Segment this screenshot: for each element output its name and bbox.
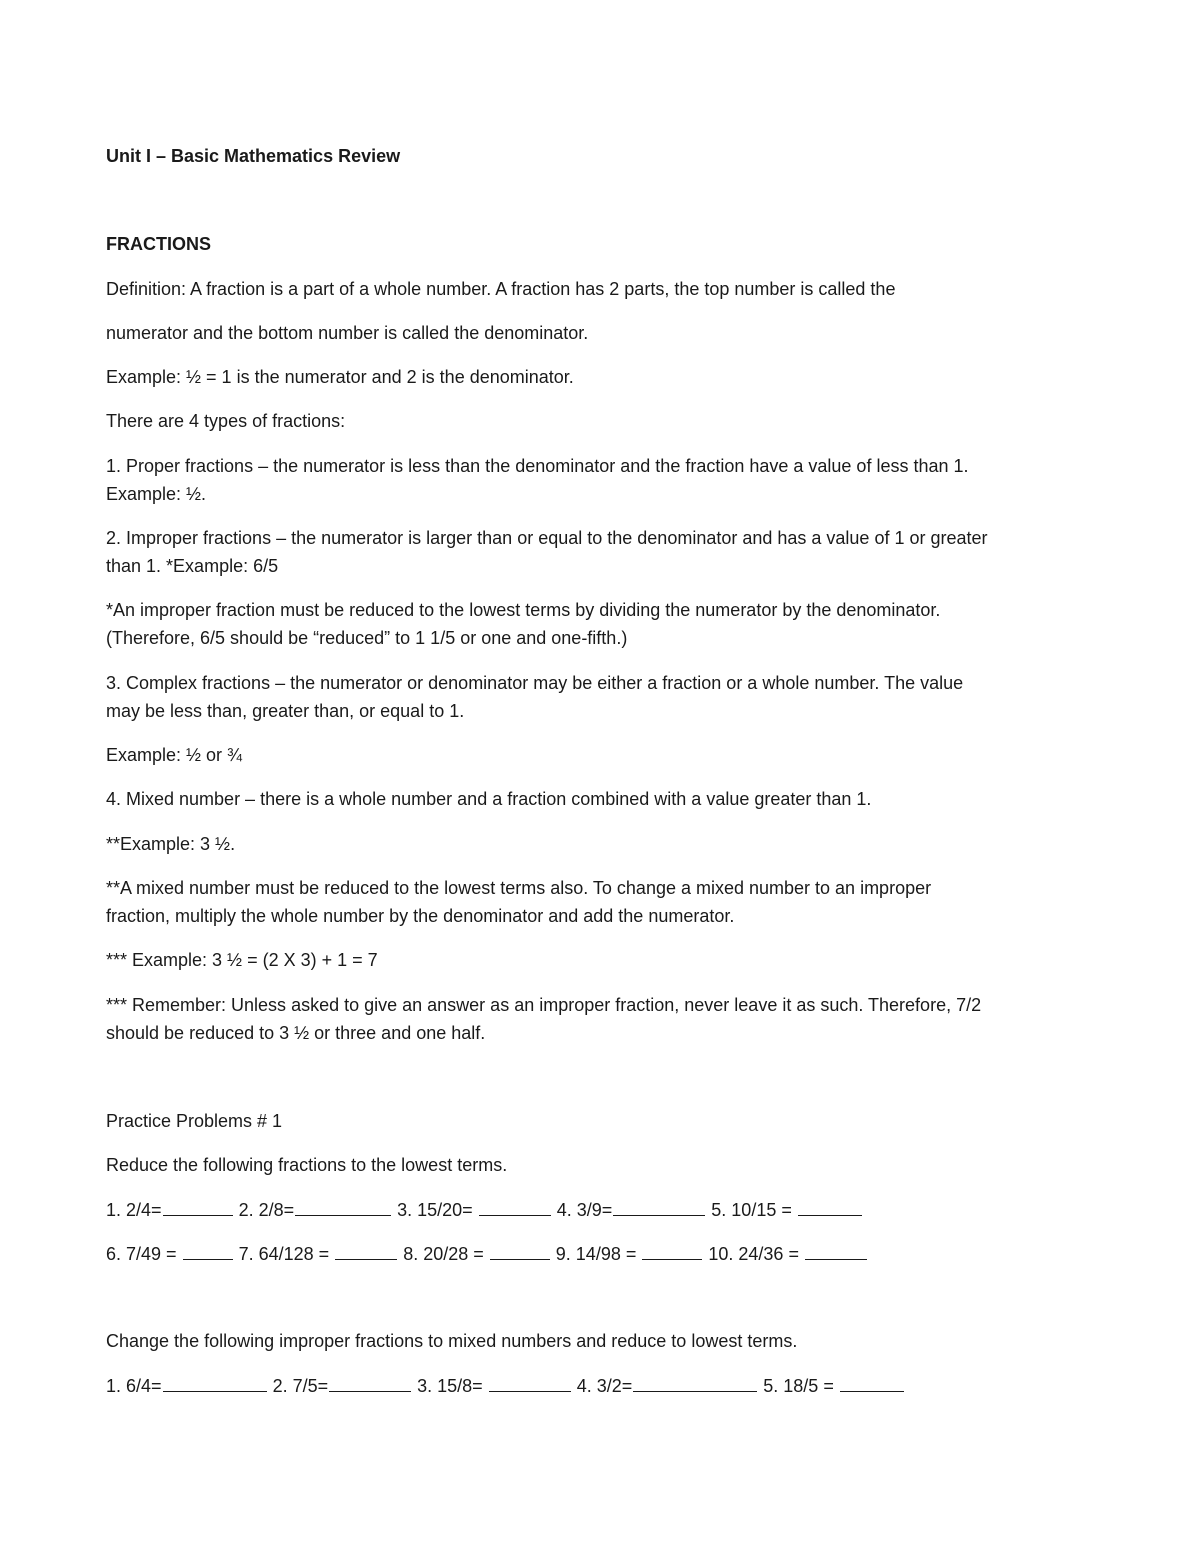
problem-label: 4. 3/9= xyxy=(556,1200,613,1220)
type3-example: Example: ½ or ¾ xyxy=(106,745,243,765)
reduce-instruction: Reduce the following fractions to the lowest terms. xyxy=(106,1155,508,1175)
answer-blank[interactable] xyxy=(479,1199,551,1216)
type3-line-1: 3. Complex fractions – the numerator or denominator may be either a fraction or a whole number. The value xyxy=(106,673,964,693)
type2-line-1: 2. Improper fractions – the numerator is larger than or equal to the denominator and has a value of 1 or greater xyxy=(106,528,988,548)
answer-blank[interactable] xyxy=(489,1375,571,1392)
problem-label: 4. 3/2= xyxy=(576,1376,633,1396)
answer-blank[interactable] xyxy=(490,1243,550,1260)
reduce-problems-row-1 xyxy=(106,1199,863,1221)
mixed-example: *** Example: 3 ½ = (2 X 3) + 1 = 7 xyxy=(106,950,378,970)
type1-line-2: Example: ½. xyxy=(106,484,207,504)
problem-label: 8. 20/28 = xyxy=(403,1244,489,1264)
types-intro: There are 4 types of fractions: xyxy=(106,411,346,431)
answer-blank[interactable] xyxy=(642,1243,702,1260)
reduce-problems-row-2 xyxy=(106,1243,868,1265)
problem-label: 7. 64/128 = xyxy=(238,1244,335,1264)
answer-blank[interactable] xyxy=(840,1375,904,1392)
type4-example: **Example: 3 ½. xyxy=(106,834,236,854)
type4-line: 4. Mixed number – there is a whole number and a fraction combined with a value greater than 1. xyxy=(106,789,872,809)
note2-line-2: fraction, multiply the whole number by the denominator and add the numerator. xyxy=(106,906,735,926)
answer-blank[interactable] xyxy=(295,1199,391,1216)
problem-label: 5. 10/15 = xyxy=(711,1200,797,1220)
answer-blank[interactable] xyxy=(798,1199,862,1216)
practice-heading: Practice Problems # 1 xyxy=(106,1111,283,1131)
problem-label: 1. 2/4= xyxy=(106,1200,162,1220)
note1-line-2: (Therefore, 6/5 should be “reduced” to 1 1/5 or one and one-fifth.) xyxy=(106,628,628,648)
answer-blank[interactable] xyxy=(633,1375,757,1392)
change-instruction: Change the following improper fractions to mixed numbers and reduce to lowest terms. xyxy=(106,1331,798,1351)
problem-label: 2. 7/5= xyxy=(272,1376,329,1396)
note1-line-1: *An improper fraction must be reduced to the lowest terms by dividing the numerator by the denominator. xyxy=(106,600,941,620)
problem-label: 3. 15/20= xyxy=(397,1200,478,1220)
problem-label: 9. 14/98 = xyxy=(555,1244,642,1264)
problem-label: 3. 15/8= xyxy=(417,1376,488,1396)
problem-label: 1. 6/4= xyxy=(106,1376,162,1396)
type3-line-2: may be less than, greater than, or equal to 1. xyxy=(106,701,465,721)
answer-blank[interactable] xyxy=(805,1243,867,1260)
note2-line-1: **A mixed number must be reduced to the lowest terms also. To change a mixed number to an improper xyxy=(106,878,932,898)
problem-label: 10. 24/36 = xyxy=(708,1244,804,1264)
problem-label: 5. 18/5 = xyxy=(763,1376,839,1396)
problem-label: 6. 7/49 = xyxy=(106,1244,182,1264)
answer-blank[interactable] xyxy=(163,1375,267,1392)
problem-label: 2. 2/8= xyxy=(238,1200,295,1220)
answer-blank[interactable] xyxy=(335,1243,397,1260)
page-title: Unit I – Basic Mathematics Review xyxy=(106,146,401,166)
type2-line-2: than 1. *Example: 6/5 xyxy=(106,556,279,576)
definition-example: Example: ½ = 1 is the numerator and 2 is the denominator. xyxy=(106,367,574,387)
answer-blank[interactable] xyxy=(163,1199,233,1216)
change-problems-row-1 xyxy=(106,1375,905,1397)
type1-line-1: 1. Proper fractions – the numerator is less than the denominator and the fraction have a value of less than 1. xyxy=(106,456,969,476)
answer-blank[interactable] xyxy=(183,1243,233,1260)
answer-blank[interactable] xyxy=(613,1199,705,1216)
remember-line-2: should be reduced to 3 ½ or three and one half. xyxy=(106,1023,486,1043)
answer-blank[interactable] xyxy=(329,1375,411,1392)
definition-line-2: numerator and the bottom number is called the denominator. xyxy=(106,323,589,343)
section-heading: FRACTIONS xyxy=(106,234,211,254)
remember-line-1: *** Remember: Unless asked to give an answer as an improper fraction, never leave it as such. Therefore, 7/2 xyxy=(106,995,982,1015)
definition-line-1: Definition: A fraction is a part of a whole number. A fraction has 2 parts, the top number is called the xyxy=(106,279,896,299)
